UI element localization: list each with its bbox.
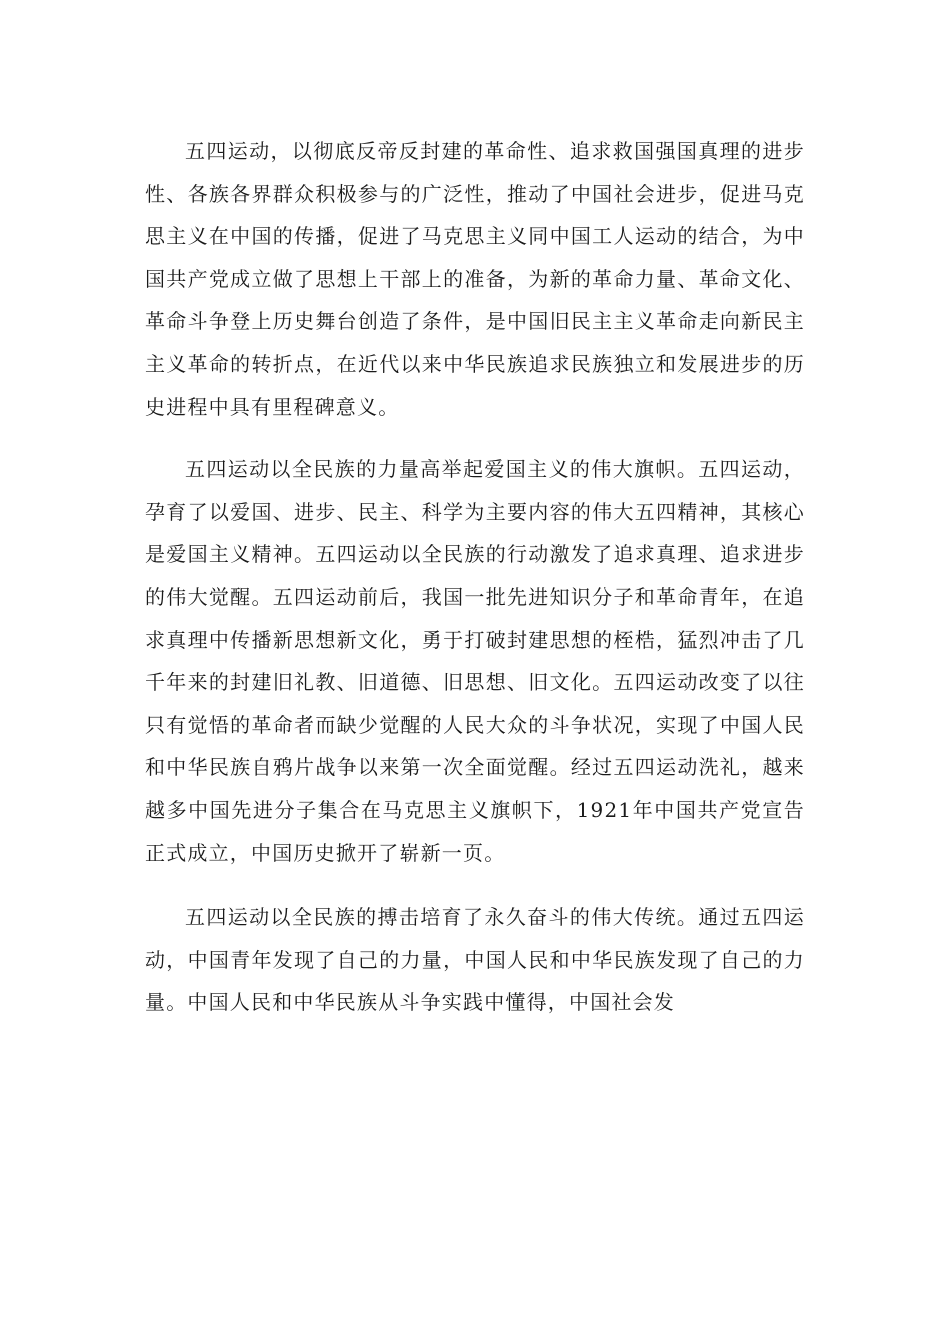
document-body: [145, 130, 805, 1024]
paragraph-2: 五四运动以全民族的力量高举起爱国主义的伟大旗帜。五四运动，孕育了以爱国、进步、民主、科学为主要内容的伟大五四精神，其核心是爱国主义精神。五四运动以全民族的行动激发了追求真理、追求进步的伟大觉醒。五四运动前后，我国一批先进知识分子和革命青年，在追求真理中传播新思想新文化，勇于打破封建思想的桎梏，猛烈冲击了几千年来的封建旧礼教、旧道德、旧思想、旧文化。五四运动改变了以往只有觉悟的革命者而缺少觉醒的人民大众的斗争状况，实现了中国人民和中华民族自鸦片战争以来第一次全面觉醒。经过五四运动洗礼，越来越多中国先进分子集合在马克思主义旗帜下，1921年中国共产党宣告正式成立，中国历史掀开了崭新一页。: [145, 457, 805, 865]
paragraph-1: 五四运动，以彻底反帝反封建的革命性、追求救国强国真理的进步性、各族各界群众积极参与的广泛性，推动了中国社会进步，促进马克思主义在中国的传播，促进了马克思主义同中国工人运动的结合，为中国共产党成立做了思想上干部上的准备，为新的革命力量、革命文化、革命斗争登上历史舞台创造了条件，是中国旧民主主义革命走向新民主主义革命的转折点，在近代以来中华民族追求民族独立和发展进步的历史进程中具有里程碑意义。: [145, 139, 805, 419]
paragraph-3: 五四运动以全民族的搏击培育了永久奋斗的伟大传统。通过五四运动，中国青年发现了自己的力量，中国人民和中华民族发现了自己的力量。中国人民和中华民族从斗争实践中懂得，中国社会发: [145, 905, 805, 1015]
